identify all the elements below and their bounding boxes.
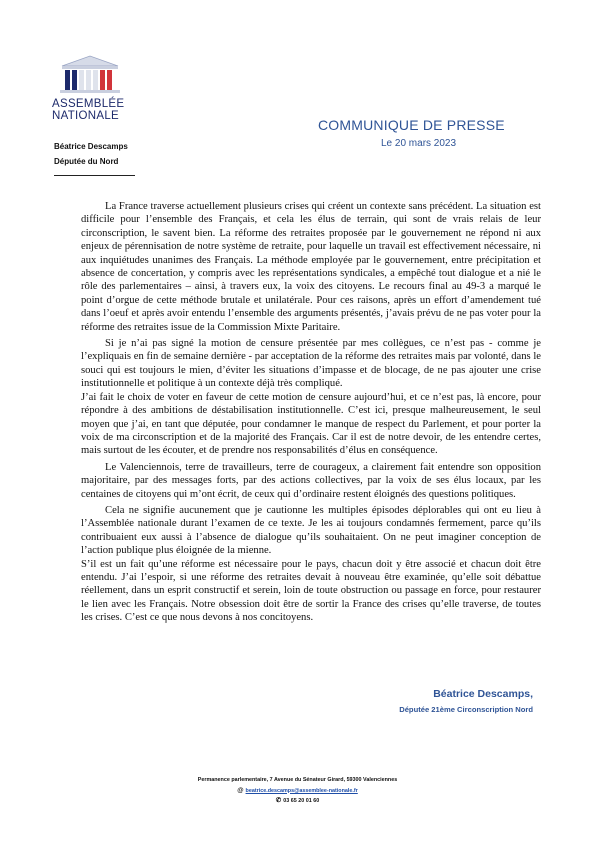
press-release-body [81,200,541,625]
document-title: COMMUNIQUE DE PRESSE [318,117,505,133]
author-name: Béatrice Descamps [54,142,128,151]
author-role: Députée du Nord [54,157,119,166]
footer-phone: 03 65 20 01 60 [283,798,320,804]
assemblee-nationale-logo [52,52,128,122]
hemicycle-icon [56,52,124,96]
footer-email-link[interactable]: beatrice.descamps@assemblee-nationale.fr [245,787,358,794]
logo-line-2: NATIONALE [52,110,120,122]
logo-line-1: ASSEMBLÉE [52,98,125,110]
signature-role: Députée 21ème Circonscription Nord [399,705,533,714]
paragraph: S’il est un fait qu’une réforme est nécessaire pour le pays, chacun doit y être associé et chacun doit être entendu. J’ai l’espoir, si une réforme des retraites devait à nouveau être examinée, qu’elle soit débattue réellement, dans un esprit constructif et serein, loin de toute obstruction ou passage en force, pour restaurer le lien avec les Français. Notre obsession doit être de sortir la France des crises qu’elle traverse, de toutes les crises. C’est ce que nous devons à nos concitoyens. [81,558,541,624]
paragraph: Si je n’ai pas signé la motion de censure présentée par mes collègues, ce n’est pas - comme je l’expliquais en fin de semaine dernière - par acceptation de la réforme des retraites mais par volonté, dans le souci qui est toujours le mien, d’éviter les situations d’impasse et de blocage, de ne pas ajouter une crise institutionnelle et politique à un contexte déjà très compliqué. [81,338,541,390]
footer [0,776,595,807]
signature-block [399,688,533,714]
document-date: Le 20 mars 2023 [381,138,457,149]
header-divider [54,175,135,176]
paragraph: J’ai fait le choix de voter en faveur de cette motion de censure aujourd’hui, et ce n’est pas, là encore, pour répondre à des ambitions de déstabilisation institutionnelle. C’est ici, presque malheureusement, le seul moyen que j’ai, en tant que députée, pour condamner le manque de respect du Parlement, et pour porter la voix de ma circonscription et de la majorité des Français. Car il est de notre devoir, de les entendre certes, mais surtout de les écouter, et de prendre nos responsabilités d’élus en conséquence. [81,391,541,457]
footer-address: Permanence parlementaire, 7 Avenue du Sénateur Girard, 59300 Valenciennes [197,777,398,783]
paragraph: Cela ne signifie aucunement que je cautionne les multiples épisodes déplorables qui ont eu lieu à l’Assemblée nationale durant l’examen de ce texte. Je les ai toujours condamnés fermement, parce qu’ils contribuaient eux aussi à l’absence de dialogue qu’ils souhaitaient. On ne peut imaginer conception de l’action publique plus éloignée de la mienne. [81,504,541,557]
paragraph: Le Valenciennois, terre de travailleurs, terre de courageux, a clairement fait entendre son opposition majoritaire, par des messages forts, par des actions collectives, par la voix de ses élus locaux, par les centaines de citoyens qui m’ont écrit, de ceux qui d’ordinaire restent éloignés des questions politiques. [81,461,541,500]
paragraph: La France traverse actuellement plusieurs crises qui créent un contexte sans précédent. La situation est difficile pour l’ensemble des Français, et cela les élus de terrain, qui sont de vrais relais de leur circonscription, le savent bien. La réforme des retraites proposée par le gouvernement ne répond ni aux enjeux de pérennisation de notre système de retraite, pour laquelle un travail est effectivement nécessaire, ni aux inquiétudes unanimes des Français. La méthode employée par le gouvernement, entre précipitation et absence de concertation, y compris avec les représentations syndicales, a empêché tout dialogue et a nié le rôle des parlementaires – ainsi, à travers eux, la voix des citoyens. Le recours final au 49-3 a marqué le point d’orgue de cette méthode brutale et unilatérale. Pour ces raisons, après un effort d’amendement tué dans l’oeuf et après avoir entendu l’ensemble des arguments présentés, j’avais prévu de ne pas voter pour la réforme des retraites issue de la Commission Mixte Paritaire. [81,201,541,333]
email-icon: @ [237,786,244,794]
phone-icon: ✆ [275,797,282,804]
signature-name: Béatrice Descamps, [433,688,533,700]
